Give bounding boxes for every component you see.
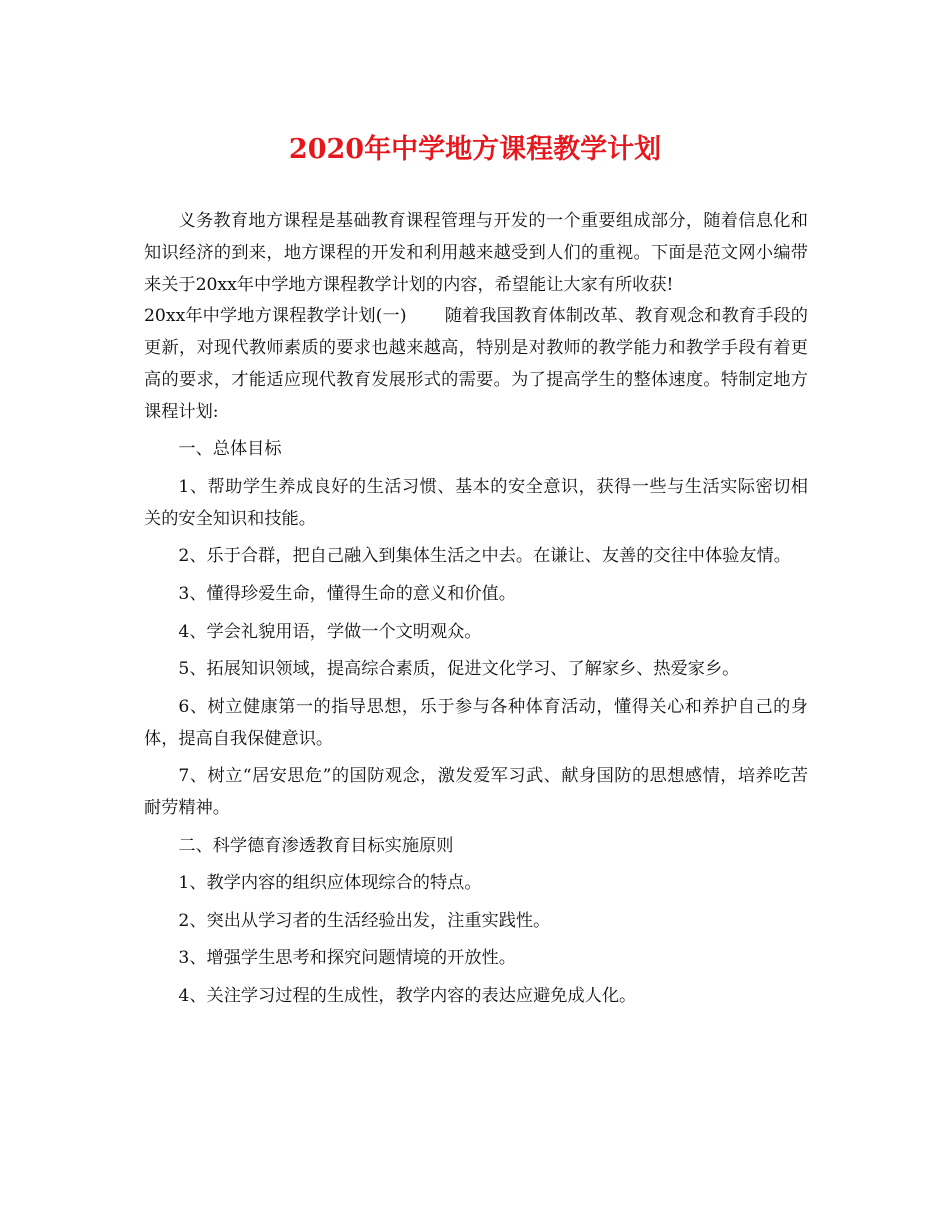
list-item: 3、增强学生思考和探究问题情境的开放性。 [178,948,516,969]
plan-paragraph [144,301,808,428]
list-item: 2、突出从学习者的生活经验出发，注重实践性。 [178,910,551,931]
document-title: 2020年中学地方课程教学计划 [288,134,662,165]
list-item: 1、帮助学生养成良好的生活习惯、基本的安全意识，获得一些与生活实际密切相关的安全知识和技能。 [144,476,808,529]
plan-intro: 随着我国教育体制改革、教育观念和教育手段的更新，对现代教师素质的要求也越来越高，特别是对教师的教学能力和教学手段有着更高的要求，才能适应现代教育发展形式的需要。为了提高学生的整体速度。特制定地方课程计划: [144,306,808,422]
list-item: 4、学会礼貌用语，学做一个文明观众。 [178,621,482,642]
intro-paragraph: 义务教育地方课程是基础教育课程管理与开发的一个重要组成部分，随着信息化和知识经济的到来，地方课程的开发和利用越来越受到人们的重视。下面是范文网小编带来关于20xx年中学地方课程教学计划的内容，希望能让大家有所收获! [144,211,808,295]
list-item: 3、懂得珍爱生命，懂得生命的意义和价值。 [178,583,516,604]
document-body [144,206,808,1013]
list-item: 6、树立健康第一的指导思想，乐于参与各种体育活动，懂得关心和养护自己的身体，提高自我保健意识。 [144,696,808,749]
plan-heading: 20xx年中学地方课程教学计划(一) [144,306,407,327]
list-item: 4、关注学习过程的生成性，教学内容的表达应避免成人化。 [178,985,637,1006]
section-heading-principles: 二、科学德育渗透教育目标实施原则 [178,835,454,856]
list-item: 5、拓展知识领域，提高综合素质，促进文化学习、了解家乡、热爱家乡。 [178,659,740,680]
list-item: 1、教学内容的组织应体现综合的特点。 [178,873,482,894]
list-item: 2、乐于合群，把自己融入到集体生活之中去。在谦让、友善的交往中体验友情。 [178,546,791,567]
list-item: 7、树立“居安思危”的国防观念，激发爱军习武、献身国防的思想感情，培养吃苦耐劳精神。 [144,766,808,818]
section-heading-goals: 一、总体目标 [178,439,282,460]
